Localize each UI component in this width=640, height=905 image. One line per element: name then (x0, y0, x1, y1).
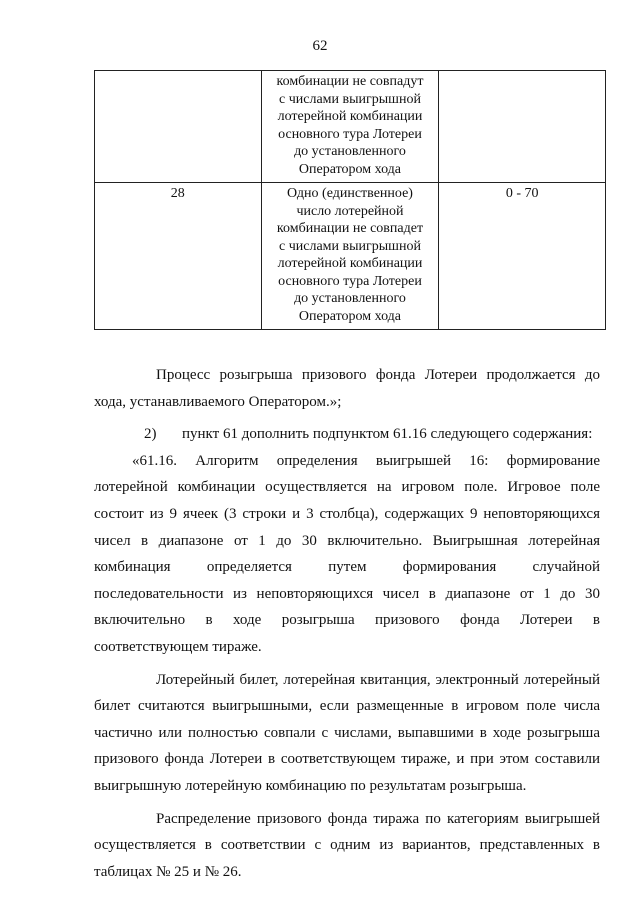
paragraph-prize-distribution: Распределение призового фонда тиража по категориям выигрышей осуществляется в соответствии с одним из вариантов, представленных в таблицах № 25 и № 26. (94, 810, 600, 880)
condition-text: комбинации не совпадут с числами выигрышной лотерейной комбинации основного тура Лотереи до установленного Оператором хода (276, 74, 424, 177)
paragraph-winning-ticket: Лотерейный билет, лотерейная квитанция, электронный лотерейный билет считаются выигрышными, если размещенные в игровом поле числа частично или полностью совпали с числами, выпавшими в ходе розыгрыша призового фонда Лотереи в соответствующем тираже, и при этом составили выигрышную лотерейную комбинацию по результатам розыгрыша. (94, 671, 600, 794)
condition-cell (261, 183, 439, 330)
condition-cell (261, 71, 439, 183)
prize-share-cell: 0 - 70 (439, 183, 606, 330)
condition-text: Одно (единственное) число лотерейной комбинации не совпадет с числами выигрышной лотерейной комбинации основного тура Лотереи до установленного Оператором хода (276, 186, 424, 324)
winning-category-cell (95, 71, 262, 183)
paragraph-draw-continuation: Процесс розыгрыша призового фонда Лотереи продолжается до хода, устанавливаемого Оператором.»; (94, 367, 600, 410)
winning-category-cell: 28 (95, 183, 262, 330)
paragraph-algorithm-16: «61.16. Алгоритм определения выигрышей 16: формирование лотерейной комбинации осуществляется на игровом поле. Игровое поле состоит из 9 ячеек (3 строки и 3 столбца), содержащих 9 неповторяющихся чисел в диапазоне от 1 до 30 включительно. Выигрышная лотерейная комбинация определяется путем формирования случайной последовательности из неповторяющихся чисел в диапазоне от 1 до 30 включительно в ходе розыгрыша призового фонда Лотереи в соответствующем тираже. (94, 452, 600, 655)
page-number: 62 (312, 38, 328, 54)
table-row (95, 183, 606, 330)
table-row (95, 71, 606, 183)
document-body (94, 362, 600, 885)
prize-distribution-table (94, 70, 606, 330)
prize-share-cell (439, 71, 606, 183)
amendment-item (94, 421, 600, 448)
item-text: пункт 61 дополнить подпунктом 61.16 следующего содержания: (182, 426, 593, 443)
item-number: 2) (144, 426, 157, 443)
